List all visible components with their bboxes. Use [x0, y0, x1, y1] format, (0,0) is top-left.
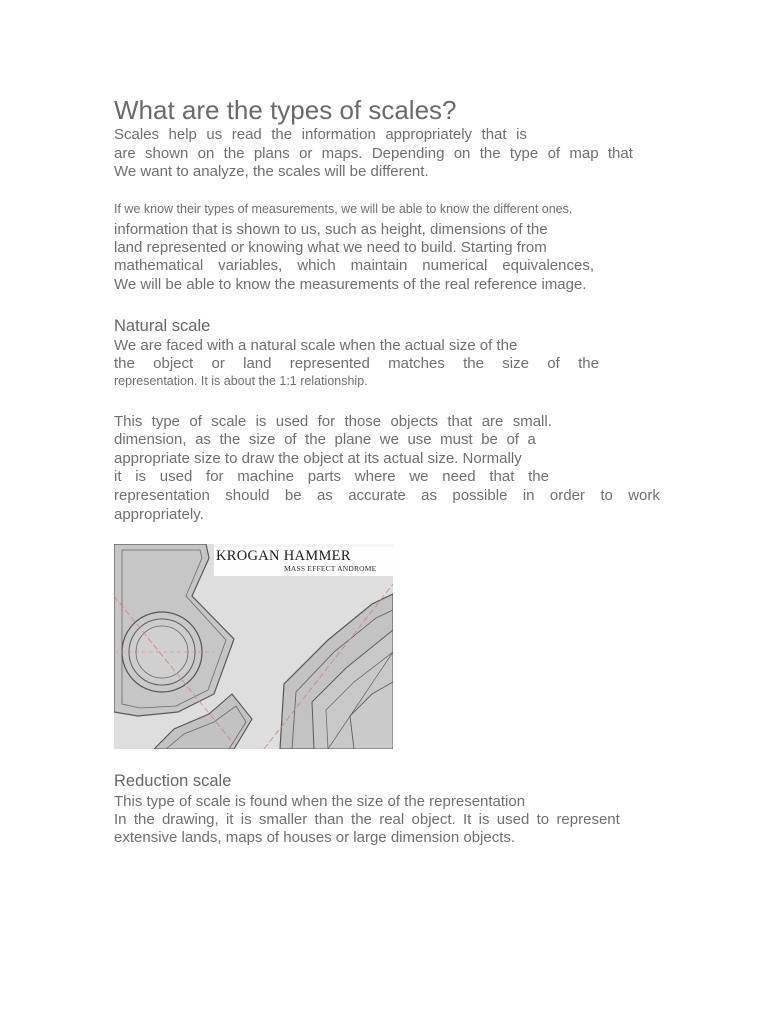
measurements-line-3: mathematical variables, which maintain numerical equivalences,: [114, 257, 594, 274]
natural-scale-para2-line-1: This type of scale is used for those objects that are small.: [114, 413, 552, 430]
natural-scale-line-1: We are faced with a natural scale when the actual size of the: [114, 337, 518, 354]
natural-scale-para2-line-3: appropriate size to draw the object at its actual size. Normally: [114, 450, 522, 467]
reduction-scale-line-1: This type of scale is found when the size of the representation: [114, 793, 526, 810]
natural-scale-para2-line-4: it is used for machine parts where we need that the: [114, 468, 549, 485]
natural-scale-line-2: the object or land represented matches the size of the: [114, 355, 599, 372]
natural-scale-para2-line-2: dimension, as the size of the plane we use must be of a: [114, 431, 536, 448]
intro-line-2: are shown on the plans or maps. Depending on the type of map that: [114, 145, 633, 162]
natural-scale-para2-line-6: appropriately.: [114, 506, 204, 523]
technical-drawing-graphic: [114, 544, 393, 749]
natural-scale-para2-line-5: representation should be as accurate as possible in order to work: [114, 487, 660, 504]
intro-line-3: We want to analyze, the scales will be different.: [114, 163, 429, 180]
reduction-scale-heading: Reduction scale: [114, 772, 232, 790]
measurements-line-2: land represented or knowing what we need to build. Starting from: [114, 239, 547, 256]
reduction-scale-line-3: extensive lands, maps of houses or large dimension objects.: [114, 829, 516, 846]
measurements-small-line: If we know their types of measurements, we will be able to know the different ones.: [114, 202, 573, 216]
page-title: What are the types of scales?: [114, 95, 457, 125]
natural-scale-small-line: representation. It is about the 1:1 relationship.: [114, 374, 368, 388]
measurements-line-4: We will be able to know the measurements of the real reference image.: [114, 276, 587, 293]
reduction-scale-line-2: In the drawing, it is smaller than the real object. It is used to represent: [114, 811, 620, 828]
figure-subtitle: MASS EFFECT ANDROME: [284, 564, 377, 573]
intro-line-1: Scales help us read the information appropriately that is: [114, 126, 527, 143]
measurements-line-1: information that is shown to us, such as height, dimensions of the: [114, 221, 548, 238]
krogan-hammer-drawing: [114, 544, 393, 749]
figure-title: KROGAN HAMMER: [216, 548, 351, 564]
natural-scale-heading: Natural scale: [114, 317, 211, 335]
